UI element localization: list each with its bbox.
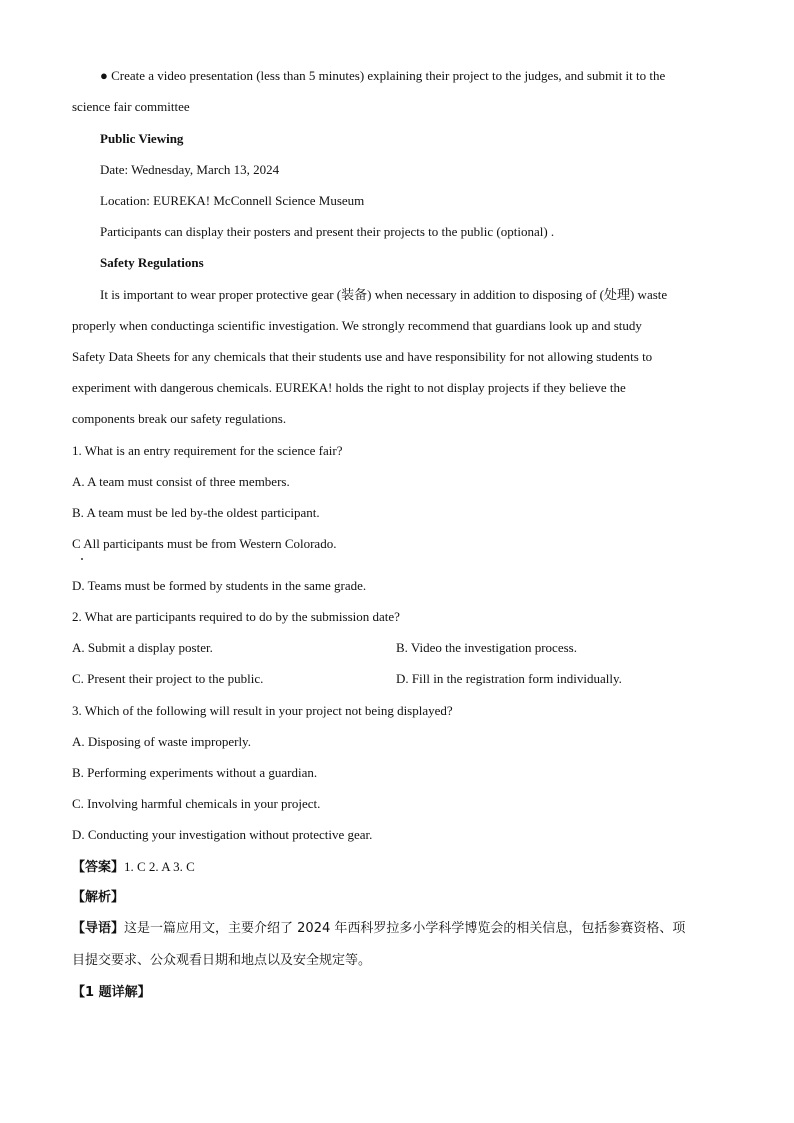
public-viewing-heading: Public Viewing (100, 131, 184, 146)
guide-line-1 (72, 921, 685, 937)
question-2-stem: 2. What are participants required to do by the submission date? (72, 609, 400, 624)
safety-paragraph-line: Safety Data Sheets for any chemicals that their students use and have responsibility for not allowing students to (72, 349, 653, 364)
question-1-option-b: B. A team must be led by-the oldest participant. (72, 505, 320, 520)
question-3-option-d: D. Conducting your investigation without protective gear. (72, 827, 373, 842)
question-3-option-c: C. Involving harmful chemicals in your project. (72, 796, 321, 811)
question-3-option-b: B. Performing experiments without a guardian. (72, 765, 318, 780)
safety-paragraph-line: components break our safety regulations. (72, 411, 287, 426)
question-2-option-c: C. Present their project to the public. (72, 671, 264, 686)
answer-label: 【答案】 (72, 860, 125, 875)
guide-text-1: 这是一篇应用文，主要介绍了 2024 年西科罗拉多小学科学博览会的相关信息，包括参赛资格、项 (124, 921, 686, 936)
question-1-option-a: A. A team must consist of three members. (72, 474, 290, 489)
safety-paragraph-line: experiment with dangerous chemicals. EUREKA! holds the right to not display projects if they believe the (72, 380, 626, 395)
question-1-stem: 1. What is an entry requirement for the science fair? (72, 443, 343, 458)
question-2-option-d: D. Fill in the registration form individually. (396, 671, 622, 686)
safety-paragraph-line: properly when conductinga scientific investigation. We strongly recommend that guardians look up and study (72, 318, 642, 333)
guide-line-2: 目提交要求、公众观看日期和地点以及安全规定等。 (72, 953, 372, 968)
bullet-line-continued: science fair committee (72, 99, 190, 114)
question-2-option-b: B. Video the investigation process. (396, 640, 577, 655)
public-viewing-note: Participants can display their posters and present their projects to the public (optional) . (100, 224, 555, 239)
question-1-option-d: D. Teams must be formed by students in the same grade. (72, 578, 367, 593)
question-3-stem: 3. Which of the following will result in your project not being displayed? (72, 703, 453, 718)
question-2-option-a: A. Submit a display poster. (72, 640, 213, 655)
analysis-label: 【解析】 (72, 890, 125, 905)
bullet-line: ● Create a video presentation (less than 5 minutes) explaining their project to the judges, and submit it to the (100, 68, 666, 83)
answer-text: 1. C 2. A 3. C (124, 859, 195, 874)
safety-heading: Safety Regulations (100, 255, 204, 270)
public-viewing-location: Location: EUREKA! McConnell Science Museum (100, 193, 365, 208)
answer-line (72, 859, 195, 876)
safety-paragraph-line: It is important to wear proper protective gear (装备) when necessary in addition to disposing of (处理) waste (100, 287, 668, 302)
question-3-option-a: A. Disposing of waste improperly. (72, 734, 251, 749)
detail-label: 【1 题详解】 (72, 985, 151, 1000)
guide-label: 【导语】 (72, 921, 125, 936)
public-viewing-date: Date: Wednesday, March 13, 2024 (100, 162, 280, 177)
question-1-option-c: C All participants must be from Western Colorado. (72, 536, 337, 551)
stray-dot (81, 558, 83, 560)
